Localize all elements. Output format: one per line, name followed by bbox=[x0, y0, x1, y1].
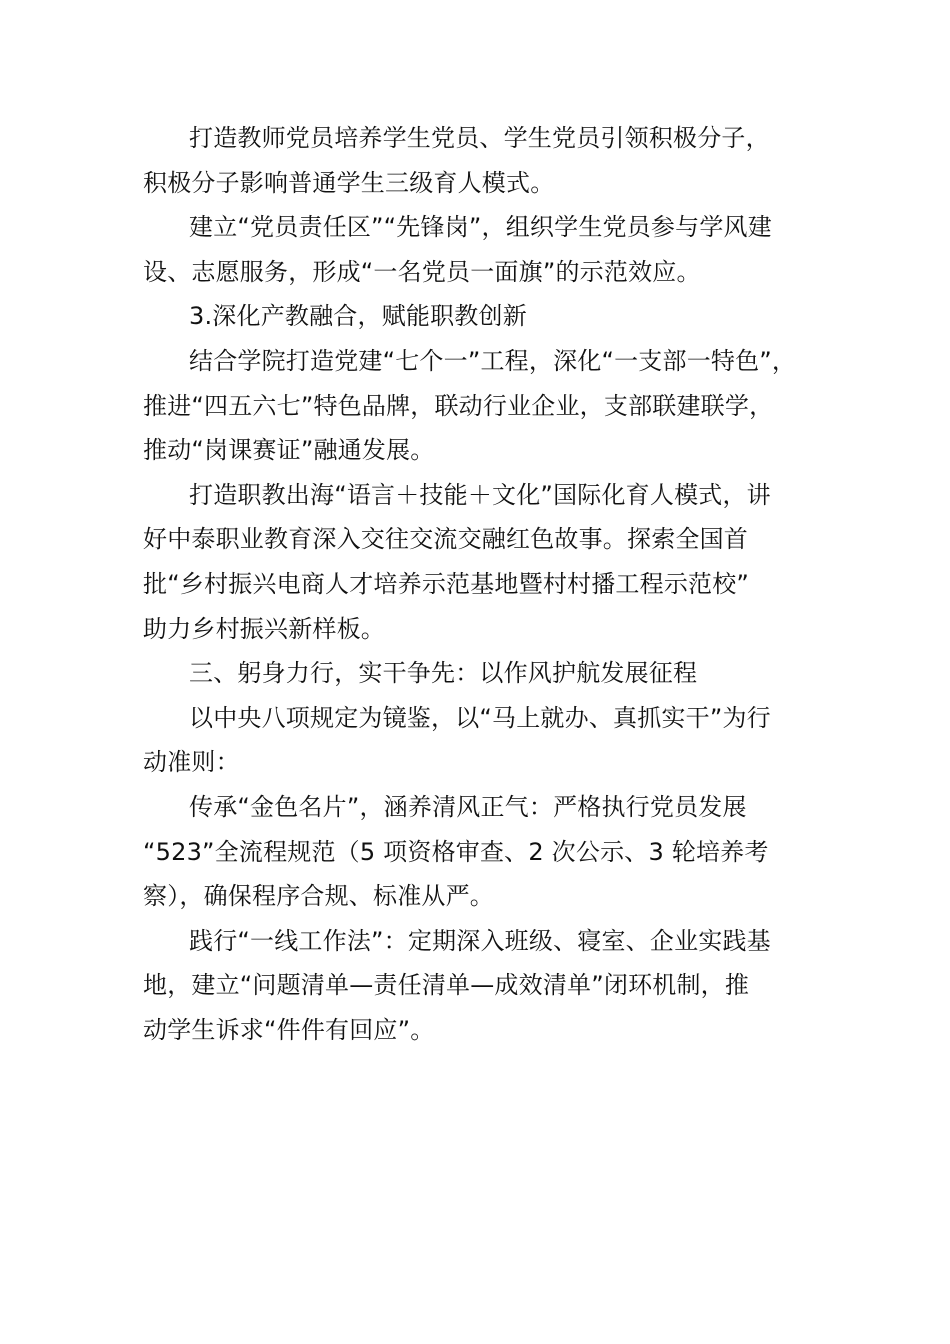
text-line: 动准则： bbox=[143, 748, 240, 777]
text-line: 推进“四五六七”特色品牌，联动行业企业，支部联建联学， bbox=[143, 391, 774, 420]
text-line: 践行“一线工作法”：定期深入班级、寝室、企业实践基 bbox=[189, 926, 771, 955]
text-line: 打造职教出海“语言＋技能＋文化”国际化育人模式，讲 bbox=[189, 480, 771, 509]
text-line: 积极分子影响普通学生三级育人模式。 bbox=[143, 168, 555, 197]
section-heading: 3.深化产教融合，赋能职教创新 bbox=[189, 302, 527, 331]
text-line: 地，建立“问题清单—责任清单—成效清单”闭环机制，推 bbox=[143, 971, 750, 1000]
document-body bbox=[143, 116, 813, 1052]
text-line: 察），确保程序合规、标准从严。 bbox=[143, 882, 494, 911]
text-line: 打造教师党员培养学生党员、学生党员引领积极分子， bbox=[189, 124, 770, 152]
text-line: “523”全流程规范（5 项资格审查、2 次公示、3 轮培养考 bbox=[143, 837, 769, 866]
text-line: 以中央八项规定为镜鉴，以“马上就办、真抓实干”为行 bbox=[189, 703, 771, 732]
text-line: 动学生诉求“件件有回应”。 bbox=[143, 1015, 435, 1044]
text-line: 推动“岗课赛证”融通发展。 bbox=[143, 436, 435, 465]
text-line: 批“乡村振兴电商人才培养示范基地暨村村播工程示范校” bbox=[143, 569, 750, 598]
text-line: 建立“党员责任区”“先锋岗”，组织学生党员参与学风建 bbox=[189, 213, 772, 242]
text-line: 好中泰职业教育深入交往交流交融红色故事。探索全国首 bbox=[143, 525, 748, 554]
section-heading: 三、躬身力行，实干争先：以作风护航发展征程 bbox=[189, 659, 698, 688]
text-line: 结合学院打造党建“七个一”工程，深化“一支部一特色”， bbox=[189, 346, 797, 375]
text-line: 传承“金色名片”，涵养清风正气：严格执行党员发展 bbox=[189, 792, 747, 821]
text-line: 设、志愿服务，形成“一名党员一面旗”的示范效应。 bbox=[143, 257, 701, 286]
text-line: 助力乡村振兴新样板。 bbox=[143, 614, 385, 643]
